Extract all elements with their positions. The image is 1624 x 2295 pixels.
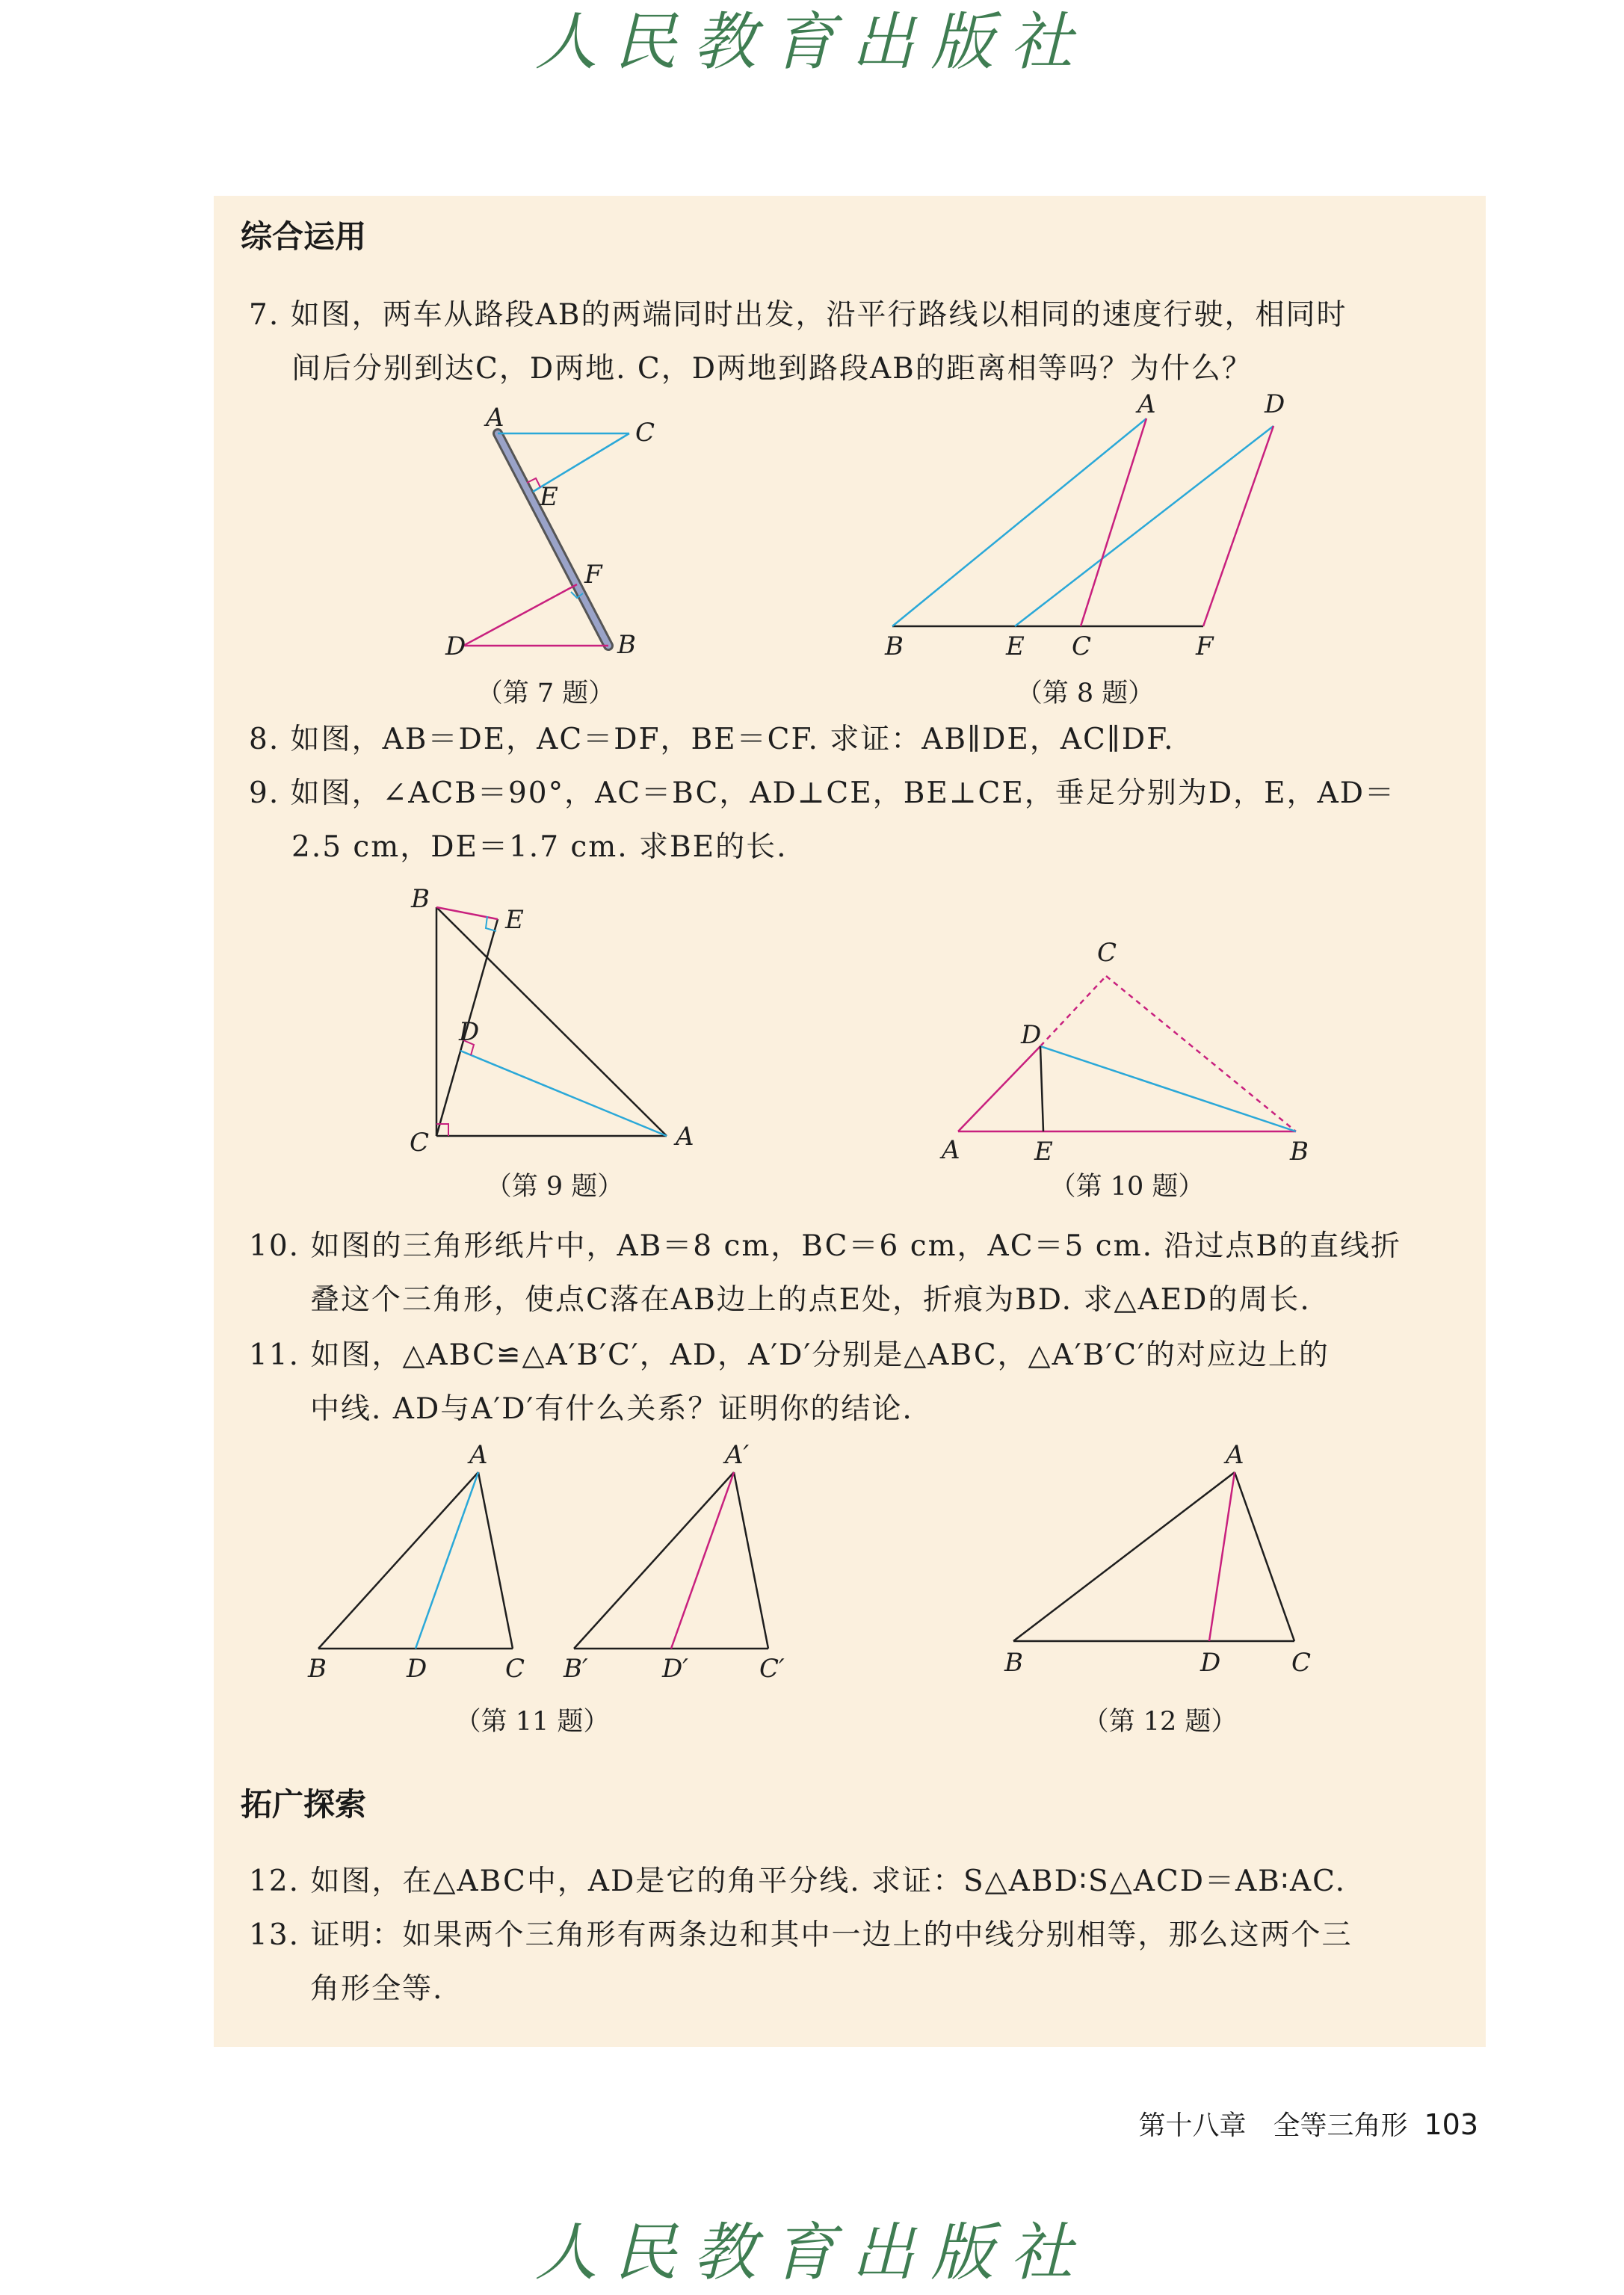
segment-ad xyxy=(958,1046,1040,1131)
label-b-prime: B′ xyxy=(564,1654,588,1684)
figure-11 xyxy=(299,1435,807,1689)
section-title-extension: 拓广探索 xyxy=(241,1786,367,1823)
section-title-comprehensive: 综合运用 xyxy=(241,218,367,255)
segment-ba xyxy=(318,1472,478,1649)
chapter-title: 第十八章 全等三角形 xyxy=(1138,2110,1408,2141)
label-d: D xyxy=(1021,1020,1042,1050)
segment-ac xyxy=(478,1472,513,1649)
page-footer xyxy=(1138,2104,1478,2143)
segment-a2c2 xyxy=(734,1472,768,1649)
label-d: D xyxy=(1200,1648,1221,1678)
label-c: C xyxy=(1291,1648,1312,1678)
question-number: 13. xyxy=(249,1918,300,1952)
question-11 xyxy=(249,1329,1452,1436)
label-a: A xyxy=(676,1122,694,1152)
question-12 xyxy=(249,1855,1452,1909)
caption-figure-7: （第 7 题） xyxy=(476,679,615,708)
label-e: E xyxy=(540,482,558,512)
segment-ac xyxy=(1235,1472,1294,1641)
label-e: E xyxy=(505,905,524,935)
label-f: F xyxy=(584,560,602,590)
label-e: E xyxy=(1006,631,1025,661)
publisher-watermark-top: 人民教育出版社 xyxy=(534,5,1090,78)
segment-ab xyxy=(892,418,1146,626)
label-b: B xyxy=(1290,1137,1309,1167)
label-a: A xyxy=(1226,1440,1244,1470)
segment-ad xyxy=(460,1051,667,1136)
question-number: 10. xyxy=(249,1229,300,1263)
label-b: B xyxy=(411,884,430,914)
label-b: B xyxy=(1004,1648,1023,1678)
figure-12 xyxy=(987,1435,1330,1689)
label-a: A xyxy=(1137,389,1156,419)
question-9 xyxy=(249,767,1452,874)
label-d-prime: D′ xyxy=(662,1654,688,1684)
label-d: D xyxy=(459,1017,480,1047)
label-e: E xyxy=(1034,1137,1053,1167)
segment-de xyxy=(1040,1046,1043,1131)
question-text: 2.5 cm，DE＝1.7 cm. 求BE的长. xyxy=(291,830,788,864)
segment-df xyxy=(1203,426,1273,626)
page-number: 103 xyxy=(1424,2108,1478,2141)
segment-df xyxy=(463,584,577,646)
segment-cb-dashed xyxy=(1106,976,1296,1131)
segment-ac xyxy=(1081,418,1146,626)
question-13 xyxy=(249,1909,1452,2016)
question-number: 9. xyxy=(249,776,280,810)
label-c: C xyxy=(505,1654,525,1684)
question-text: 间后分别到达C，D两地. C，D两地到路段AB的距离相等吗？为什么？ xyxy=(291,352,1253,386)
label-a: A xyxy=(469,1440,488,1470)
question-number: 12. xyxy=(249,1865,300,1898)
question-text: 中线. AD与A′D′有什么关系？证明你的结论. xyxy=(310,1392,913,1426)
question-7 xyxy=(249,288,1452,396)
segment-bd xyxy=(1040,1046,1296,1131)
label-b: B xyxy=(308,1654,327,1684)
question-10 xyxy=(249,1220,1452,1327)
question-text: 叠这个三角形，使点C落在AB边上的点E处，折痕为BD. 求△AED的周长. xyxy=(310,1283,1311,1317)
question-number: 8. xyxy=(249,723,280,756)
question-text: 如图，AB＝DE，AC＝DF，BE＝CF. 求证：AB∥DE，AC∥DF. xyxy=(290,723,1175,756)
label-c: C xyxy=(635,418,655,448)
label-f: F xyxy=(1196,631,1214,661)
question-text: 如图，在△ABC中，AD是它的角平分线. 求证：S△ABD∶S△ACD＝AB∶AC. xyxy=(310,1865,1346,1898)
label-a-prime: A′ xyxy=(725,1440,750,1470)
label-b: B xyxy=(617,630,636,660)
question-text: 证明：如果两个三角形有两条边和其中一边上的中线分别相等，那么这两个三 xyxy=(310,1918,1353,1952)
label-d: D xyxy=(445,631,466,661)
question-number: 11. xyxy=(249,1338,300,1372)
question-text: 角形全等. xyxy=(310,1972,444,2006)
question-text: 如图，△ABC≌△A′B′C′，AD，A′D′分别是△ABC，△A′B′C′的对应边上的 xyxy=(310,1338,1330,1372)
label-c: C xyxy=(410,1128,430,1158)
caption-figure-10: （第 10 题） xyxy=(1049,1172,1205,1202)
label-b: B xyxy=(885,631,904,661)
bisector-ad xyxy=(1209,1472,1235,1641)
figure-8 xyxy=(874,389,1293,665)
segment-ba xyxy=(1013,1472,1235,1641)
label-c: C xyxy=(1072,631,1092,661)
question-number: 7. xyxy=(249,298,280,332)
question-8 xyxy=(249,713,1452,767)
median-a2d2 xyxy=(671,1472,734,1649)
caption-figure-9: （第 9 题） xyxy=(485,1172,624,1202)
question-text: 如图，两车从路段AB的两端同时出发，沿平行路线以相同的速度行驶，相同时 xyxy=(290,298,1347,332)
segment-dc-dashed xyxy=(1040,976,1106,1046)
question-text: 如图，∠ACB＝90°，AC＝BC，AD⊥CE，BE⊥CE，垂足分别为D，E，AD＝ xyxy=(290,776,1396,810)
figure-10 xyxy=(927,927,1345,1167)
figure-7 xyxy=(419,396,703,665)
publisher-watermark-bottom: 人民教育出版社 xyxy=(534,2216,1090,2289)
figure-9 xyxy=(404,882,717,1158)
caption-figure-8: （第 8 题） xyxy=(1016,679,1155,708)
caption-figure-12: （第 12 题） xyxy=(1082,1707,1238,1737)
segment-de xyxy=(1015,426,1273,626)
label-d: D xyxy=(1265,389,1285,419)
question-text: 如图的三角形纸片中，AB＝8 cm，BC＝6 cm，AC＝5 cm. 沿过点B的直线折 xyxy=(310,1229,1402,1263)
label-a: A xyxy=(486,403,504,433)
label-c: C xyxy=(1097,938,1117,968)
caption-figure-11: （第 11 题） xyxy=(454,1707,610,1737)
segment-b2a2 xyxy=(574,1472,734,1649)
label-d: D xyxy=(407,1654,427,1684)
label-a: A xyxy=(942,1135,960,1165)
median-ad xyxy=(416,1472,478,1649)
label-c-prime: C′ xyxy=(759,1654,785,1684)
